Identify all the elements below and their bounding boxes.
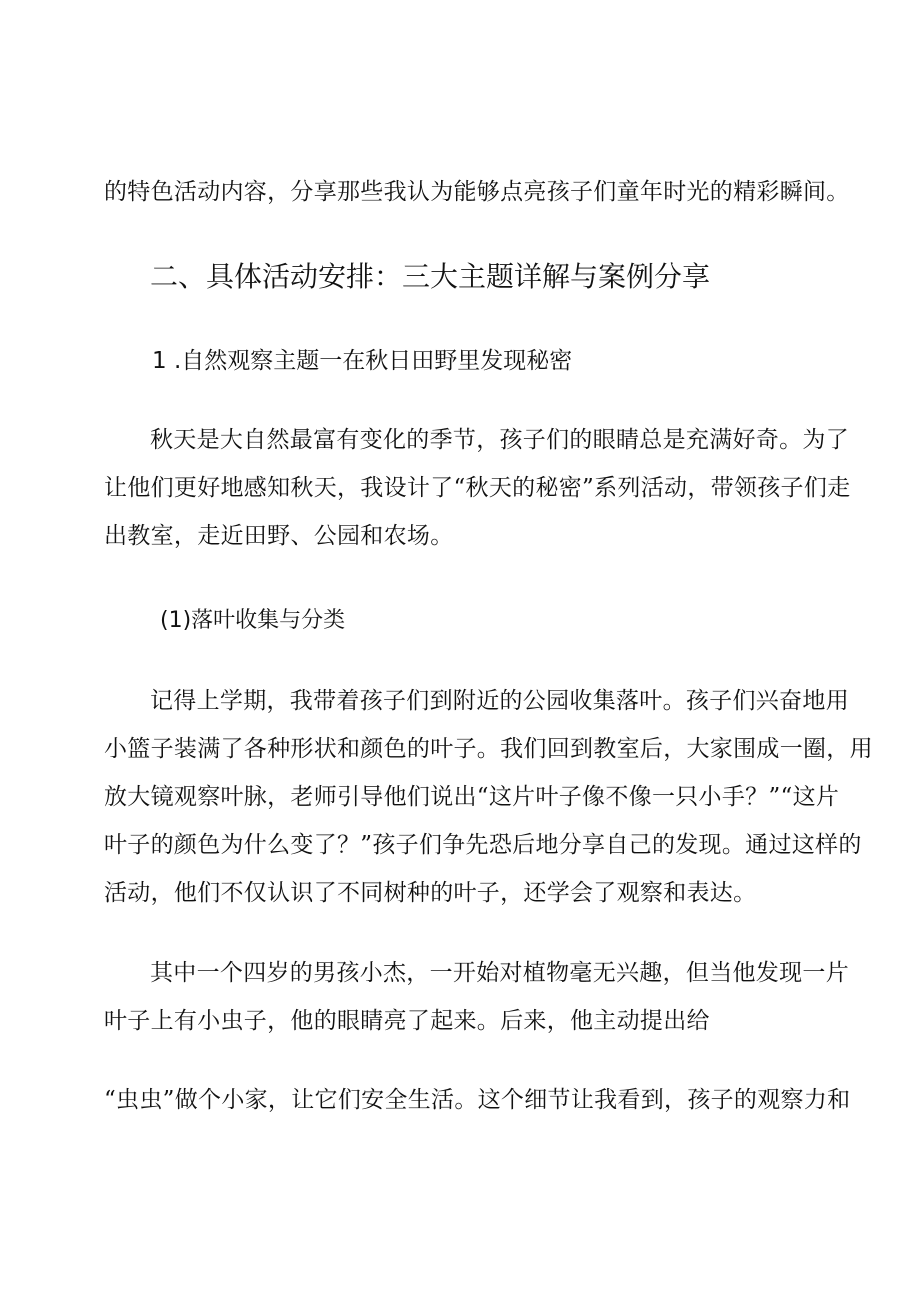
paragraph-line: 出教室，走近田野、公园和农场。 (104, 523, 454, 549)
paragraph-line: 放大镜观察叶脉，老师引导他们说出“这片叶子像不像一只小手？”“这片 (104, 784, 840, 810)
paragraph-line: 小篮子装满了各种形状和颜色的叶子。我们回到教室后，大家围成一圈，用 (104, 736, 873, 762)
paragraph-line: 其中一个四岁的男孩小杰，一开始对植物毫无兴趣，但当他发现一片 (150, 960, 849, 986)
paragraph-line: “虫虫”做个小家，让它们安全生活。这个细节让我看到，孩子的观察力和 (104, 1087, 851, 1113)
paragraph-line: 叶子上有小虫子，他的眼睛亮了起来。后来，他主动提出给 (104, 1008, 710, 1034)
paragraph-line: 活动，他们不仅认识了不同树种的叶子，还学会了观察和表达。 (104, 880, 757, 906)
subheading-nature-observation: 1 .自然观察主题一在秋日田野里发现秘密 (152, 348, 573, 374)
section-heading: 二、具体活动安排：三大主题详解与案例分享 (150, 260, 711, 293)
paragraph-line: 秋天是大自然最富有变化的季节，孩子们的眼睛总是充满好奇。为了 (150, 427, 849, 453)
subheading-leaf-collection: (1)落叶收集与分类 (160, 608, 346, 633)
paragraph-line: 记得上学期，我带着孩子们到附近的公园收集落叶。孩子们兴奋地用 (150, 688, 849, 714)
intro-tail-line: 的特色活动内容，分享那些我认为能够点亮孩子们童年时光的精彩瞬间。 (104, 179, 850, 205)
paragraph-line: 让他们更好地感知秋天，我设计了“秋天的秘密”系列活动，带领孩子们走 (104, 475, 851, 501)
paragraph-line: 叶子的颜色为什么变了？”孩子们争先恐后地分享自己的发现。通过这样的 (104, 832, 862, 858)
